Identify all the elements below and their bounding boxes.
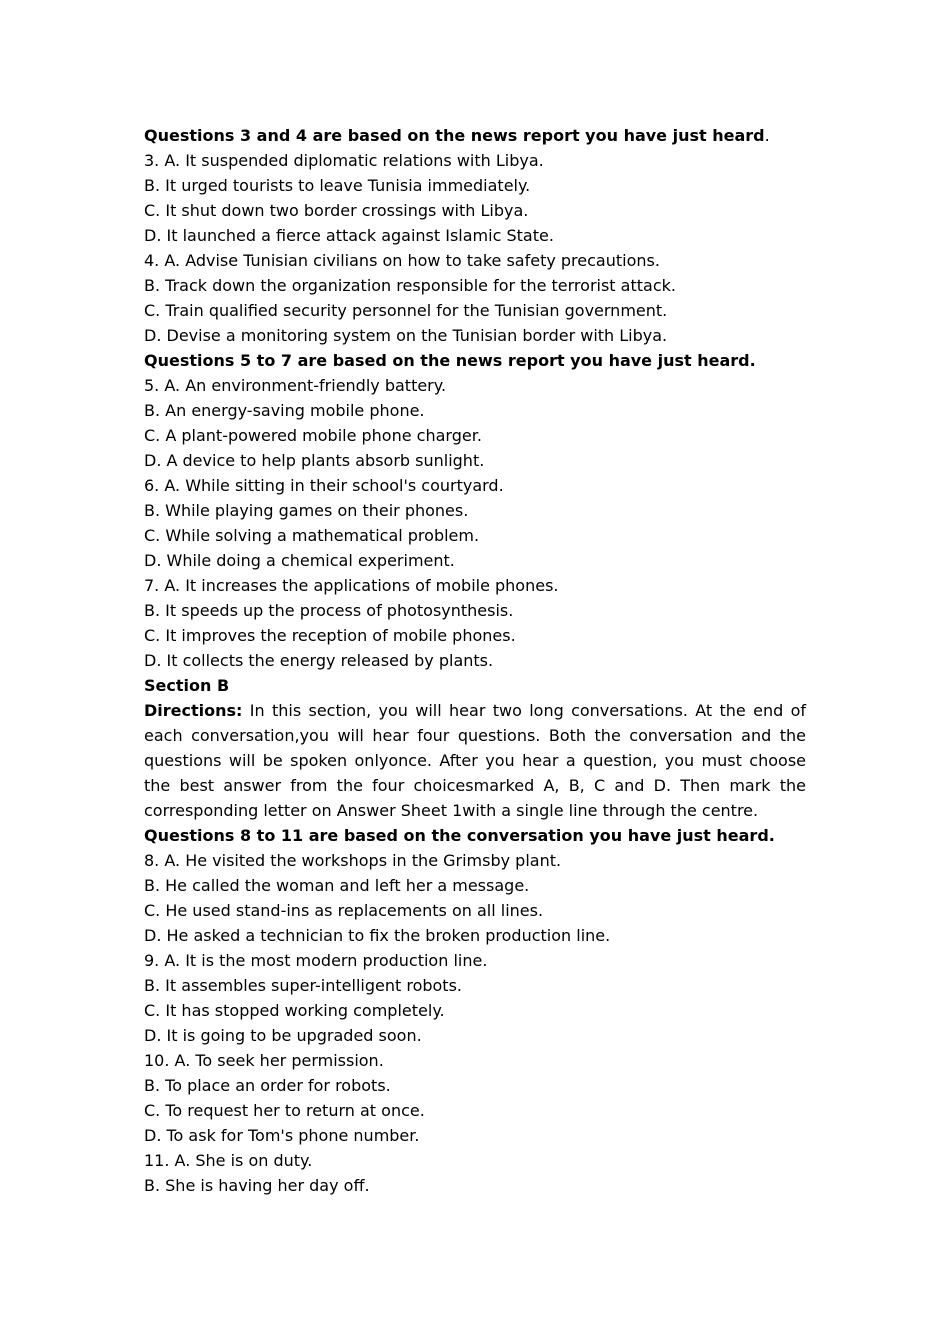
questions-3-4-heading [144,123,806,148]
option-line: B. An energy-saving mobile phone. [144,401,425,420]
option-line: D. It launched a fierce attack against Islamic State. [144,226,554,245]
option-line: 11. A. She is on duty. [144,1151,313,1170]
questions-8-11-heading: Questions 8 to 11 are based on the conversation you have just heard. [144,826,775,845]
option-line: C. It shut down two border crossings with Libya. [144,201,529,220]
option-line: B. Track down the organization responsible for the terrorist attack. [144,276,676,295]
option-line: B. While playing games on their phones. [144,501,469,520]
option-line: B. It assembles super-intelligent robots. [144,976,462,995]
heading-period: . [764,126,770,145]
directions-paragraph [144,698,806,823]
option-line: B. It urged tourists to leave Tunisia immediately. [144,176,531,195]
option-line: D. It is going to be upgraded soon. [144,1026,422,1045]
option-line: C. A plant-powered mobile phone charger. [144,426,482,445]
option-line: D. While doing a chemical experiment. [144,551,455,570]
option-line: D. It collects the energy released by plants. [144,651,494,670]
option-line: C. While solving a mathematical problem. [144,526,480,545]
option-line: 7. A. It increases the applications of mobile phones. [144,576,559,595]
option-line: C. It improves the reception of mobile phones. [144,626,516,645]
option-line: 3. A. It suspended diplomatic relations with Libya. [144,151,544,170]
option-line: D. A device to help plants absorb sunlight. [144,451,485,470]
document-page [144,123,806,1198]
option-line: C. Train qualified security personnel for the Tunisian government. [144,301,668,320]
option-line: C. To request her to return at once. [144,1101,425,1120]
option-line: 4. A. Advise Tunisian civilians on how to take safety precautions. [144,251,660,270]
option-line: B. To place an order for robots. [144,1076,391,1095]
directions-text: In this section, you will hear two long conversations. At the end of each conversation,you will hear four questions. Both the conversation and the questions will be spoken onlyonce. After you hear a question, you must choose the best answer from the four choicesmarked A, B, C and D. Then mark the corresponding letter on Answer Sheet 1with a single line through the centre. [144,701,806,820]
option-line: 8. A. He visited the workshops in the Grimsby plant. [144,851,562,870]
questions-5-7-heading: Questions 5 to 7 are based on the news report you have just heard. [144,351,756,370]
heading-text: Questions 3 and 4 are based on the news report you have just heard [144,126,765,145]
section-b-title: Section B [144,676,230,695]
option-line: D. To ask for Tom's phone number. [144,1126,420,1145]
option-line: B. It speeds up the process of photosynthesis. [144,601,514,620]
option-line: D. Devise a monitoring system on the Tunisian border with Libya. [144,326,668,345]
directions-label: Directions: [144,701,243,720]
option-line: B. She is having her day off. [144,1176,370,1195]
option-line: 5. A. An environment-friendly battery. [144,376,447,395]
option-line: 10. A. To seek her permission. [144,1051,384,1070]
option-line: C. It has stopped working completely. [144,1001,445,1020]
option-line: D. He asked a technician to fix the broken production line. [144,926,611,945]
option-line: C. He used stand-ins as replacements on all lines. [144,901,544,920]
option-line: 9. A. It is the most modern production line. [144,951,488,970]
option-line: B. He called the woman and left her a message. [144,876,530,895]
option-line: 6. A. While sitting in their school's courtyard. [144,476,504,495]
